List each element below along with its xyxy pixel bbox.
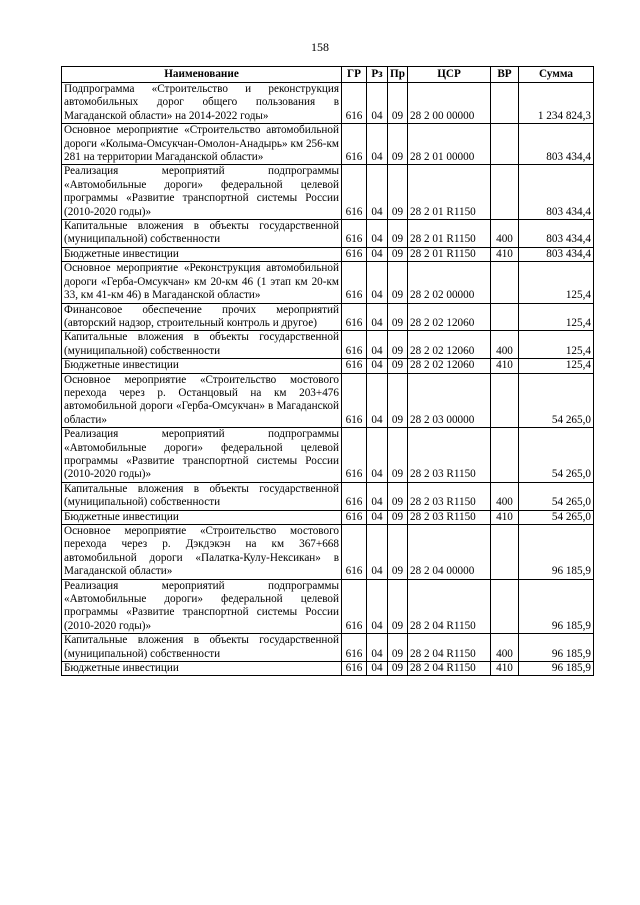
cell-csr: 28 2 04 R1150 [408, 579, 491, 634]
cell-rz: 04 [367, 331, 388, 359]
table-header-row [62, 67, 594, 83]
cell-gr: 616 [342, 124, 367, 165]
cell-pr: 09 [388, 247, 408, 261]
cell-pr: 09 [388, 165, 408, 220]
cell-gr: 616 [342, 634, 367, 662]
cell-pr: 09 [388, 662, 408, 676]
cell-vr: 410 [491, 247, 519, 261]
cell-name: Бюджетные инвестиции [62, 359, 342, 373]
cell-gr: 616 [342, 510, 367, 524]
cell-csr: 28 2 02 12060 [408, 303, 491, 331]
cell-rz: 04 [367, 525, 388, 580]
cell-name: Реализация мероприятий подпрограммы «Автомобильные дороги» федеральной целевой программы «Развитие транспортной системы России (2010-2020 годы)» [62, 428, 342, 483]
cell-name: Капитальные вложения в объекты государственной (муниципальной) собственности [62, 220, 342, 248]
cell-gr: 616 [342, 579, 367, 634]
cell-pr: 09 [388, 124, 408, 165]
cell-pr: 09 [388, 220, 408, 248]
cell-rz: 04 [367, 220, 388, 248]
cell-sum: 54 265,0 [519, 510, 594, 524]
cell-csr: 28 2 00 00000 [408, 83, 491, 124]
table-row [62, 525, 594, 580]
table-row [62, 579, 594, 634]
cell-rz: 04 [367, 428, 388, 483]
cell-rz: 04 [367, 579, 388, 634]
cell-gr: 616 [342, 83, 367, 124]
cell-vr [491, 83, 519, 124]
table-row [62, 262, 594, 303]
cell-vr: 400 [491, 482, 519, 510]
cell-name: Бюджетные инвестиции [62, 662, 342, 676]
cell-gr: 616 [342, 525, 367, 580]
table-row [62, 331, 594, 359]
table-row [62, 83, 594, 124]
cell-sum: 54 265,0 [519, 482, 594, 510]
cell-sum: 803 434,4 [519, 247, 594, 261]
table-row [62, 662, 594, 676]
cell-csr: 28 2 03 R1150 [408, 510, 491, 524]
table-row [62, 124, 594, 165]
cell-pr: 09 [388, 510, 408, 524]
cell-pr: 09 [388, 579, 408, 634]
cell-gr: 616 [342, 428, 367, 483]
cell-csr: 28 2 02 12060 [408, 359, 491, 373]
cell-gr: 616 [342, 247, 367, 261]
cell-gr: 616 [342, 165, 367, 220]
cell-vr: 400 [491, 220, 519, 248]
cell-gr: 616 [342, 220, 367, 248]
cell-name: Капитальные вложения в объекты государственной (муниципальной) собственности [62, 331, 342, 359]
table-row [62, 220, 594, 248]
cell-gr: 616 [342, 482, 367, 510]
cell-rz: 04 [367, 247, 388, 261]
cell-sum: 125,4 [519, 359, 594, 373]
table-row [62, 482, 594, 510]
cell-gr: 616 [342, 303, 367, 331]
cell-csr: 28 2 03 00000 [408, 373, 491, 428]
cell-pr: 09 [388, 359, 408, 373]
cell-sum: 803 434,4 [519, 220, 594, 248]
cell-name: Бюджетные инвестиции [62, 247, 342, 261]
cell-gr: 616 [342, 359, 367, 373]
cell-csr: 28 2 01 R1150 [408, 220, 491, 248]
cell-gr: 616 [342, 662, 367, 676]
cell-csr: 28 2 01 R1150 [408, 165, 491, 220]
header-rz: Рз [367, 67, 388, 83]
header-name: Наименование [62, 67, 342, 83]
cell-csr: 28 2 01 00000 [408, 124, 491, 165]
cell-name: Бюджетные инвестиции [62, 510, 342, 524]
cell-pr: 09 [388, 83, 408, 124]
cell-sum: 96 185,9 [519, 662, 594, 676]
cell-name: Подпрограмма «Строительство и реконструкция автомобильных дорог общего пользования в Магаданской области» на 2014-2022 годы» [62, 83, 342, 124]
cell-name: Основное мероприятие «Строительство мостового перехода через р. Останцовый на км 203+476 автомобильной дороги «Герба-Омсукчан» в Магаданской области» [62, 373, 342, 428]
page-number: 158 [311, 40, 329, 54]
cell-pr: 09 [388, 482, 408, 510]
cell-vr [491, 124, 519, 165]
table-row [62, 359, 594, 373]
table-row [62, 373, 594, 428]
table-row [62, 428, 594, 483]
cell-csr: 28 2 02 00000 [408, 262, 491, 303]
cell-name: Капитальные вложения в объекты государственной (муниципальной) собственности [62, 634, 342, 662]
cell-rz: 04 [367, 634, 388, 662]
cell-gr: 616 [342, 331, 367, 359]
cell-vr: 400 [491, 331, 519, 359]
cell-sum: 54 265,0 [519, 428, 594, 483]
cell-vr: 410 [491, 662, 519, 676]
cell-gr: 616 [342, 373, 367, 428]
cell-vr [491, 525, 519, 580]
cell-vr [491, 579, 519, 634]
cell-vr [491, 165, 519, 220]
cell-name: Реализация мероприятий подпрограммы «Автомобильные дороги» федеральной целевой программы «Развитие транспортной системы России (2010-2020 годы)» [62, 165, 342, 220]
cell-vr [491, 262, 519, 303]
cell-pr: 09 [388, 525, 408, 580]
cell-rz: 04 [367, 124, 388, 165]
budget-table [61, 66, 594, 676]
cell-sum: 803 434,4 [519, 165, 594, 220]
cell-pr: 09 [388, 373, 408, 428]
cell-gr: 616 [342, 262, 367, 303]
cell-csr: 28 2 04 00000 [408, 525, 491, 580]
cell-sum: 96 185,9 [519, 579, 594, 634]
cell-pr: 09 [388, 428, 408, 483]
cell-csr: 28 2 03 R1150 [408, 428, 491, 483]
cell-csr: 28 2 03 R1150 [408, 482, 491, 510]
header-csr: ЦСР [408, 67, 491, 83]
cell-name: Основное мероприятие «Строительство мостового перехода через р. Дэкдэкэн на км 367+668 автомобильной дороги «Палатка-Кулу-Нексикан» в Магаданской области» [62, 525, 342, 580]
cell-rz: 04 [367, 482, 388, 510]
cell-sum: 803 434,4 [519, 124, 594, 165]
cell-sum: 125,4 [519, 262, 594, 303]
cell-sum: 1 234 824,3 [519, 83, 594, 124]
cell-name: Основное мероприятие «Строительство автомобильной дороги «Колыма-Омсукчан-Омолон-Анадырь» км 256-км 281 на территории Магаданской области» [62, 124, 342, 165]
header-gr: ГР [342, 67, 367, 83]
cell-name: Финансовое обеспечение прочих мероприятий (авторский надзор, строительный контроль и другое) [62, 303, 342, 331]
table-row [62, 510, 594, 524]
cell-csr: 28 2 01 R1150 [408, 247, 491, 261]
cell-name: Реализация мероприятий подпрограммы «Автомобильные дороги» федеральной целевой программы «Развитие транспортной системы России (2010-2020 годы)» [62, 579, 342, 634]
cell-pr: 09 [388, 331, 408, 359]
table-row [62, 165, 594, 220]
cell-sum: 125,4 [519, 303, 594, 331]
cell-rz: 04 [367, 373, 388, 428]
cell-vr [491, 428, 519, 483]
table-row [62, 303, 594, 331]
header-sum: Сумма [519, 67, 594, 83]
table-row [62, 247, 594, 261]
cell-rz: 04 [367, 359, 388, 373]
cell-rz: 04 [367, 662, 388, 676]
cell-csr: 28 2 02 12060 [408, 331, 491, 359]
cell-sum: 125,4 [519, 331, 594, 359]
cell-pr: 09 [388, 634, 408, 662]
table-row [62, 634, 594, 662]
cell-vr: 410 [491, 359, 519, 373]
cell-rz: 04 [367, 83, 388, 124]
cell-vr: 400 [491, 634, 519, 662]
cell-sum: 96 185,9 [519, 525, 594, 580]
header-pr: Пр [388, 67, 408, 83]
cell-rz: 04 [367, 303, 388, 331]
header-vr: ВР [491, 67, 519, 83]
cell-rz: 04 [367, 165, 388, 220]
cell-sum: 54 265,0 [519, 373, 594, 428]
cell-csr: 28 2 04 R1150 [408, 662, 491, 676]
cell-csr: 28 2 04 R1150 [408, 634, 491, 662]
cell-vr: 410 [491, 510, 519, 524]
cell-pr: 09 [388, 303, 408, 331]
cell-rz: 04 [367, 510, 388, 524]
cell-vr [491, 373, 519, 428]
cell-rz: 04 [367, 262, 388, 303]
cell-name: Основное мероприятие «Реконструкция автомобильной дороги «Герба-Омсукчан» км 20-км 46 (1 этап км 20-км 33, км 41-км 46) в Магаданской области» [62, 262, 342, 303]
cell-name: Капитальные вложения в объекты государственной (муниципальной) собственности [62, 482, 342, 510]
cell-sum: 96 185,9 [519, 634, 594, 662]
cell-pr: 09 [388, 262, 408, 303]
cell-vr [491, 303, 519, 331]
